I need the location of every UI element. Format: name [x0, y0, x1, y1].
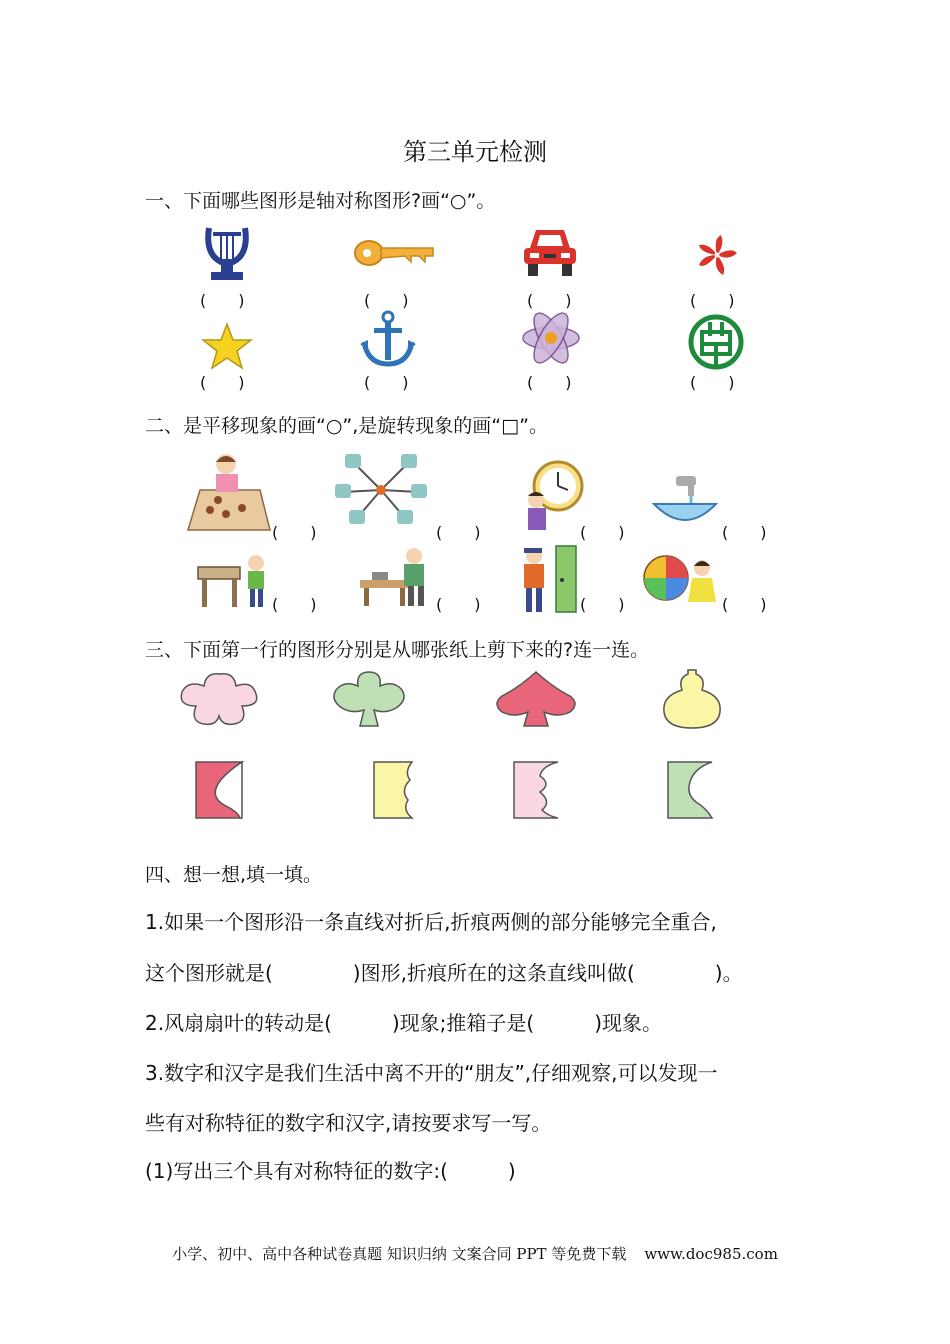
- section2-heading: 二、是平移现象的画“○”,是旋转现象的画“□”。: [145, 415, 548, 437]
- question-line: 1.如果一个图形沿一条直线对折后,折痕两侧的部分能够完全重合,: [145, 910, 717, 934]
- footer-url[interactable]: www.doc985.com: [644, 1245, 778, 1263]
- red-spade-shape: [494, 670, 578, 728]
- girl-adjusting-clock-icon: [520, 460, 584, 532]
- yellow-folded-paper: [372, 760, 418, 820]
- question-line: (1)写出三个具有对称特征的数字:( ): [145, 1159, 516, 1183]
- boy-pushing-desk-icon: [196, 553, 272, 609]
- girl-spinning-wheel-icon: [642, 554, 720, 610]
- star-icon: [201, 322, 253, 370]
- car-icon: [522, 226, 578, 278]
- section3-heading: 三、下面第一行的图形分别是从哪张纸上剪下来的?连一连。: [145, 639, 650, 661]
- question-line: 这个图形就是( )图形,折痕所在的这条直线叫做( )。: [145, 961, 743, 985]
- key-icon: [353, 236, 435, 270]
- question-line: 些有对称特征的数字和汉字,请按要求写一写。: [145, 1111, 552, 1135]
- answer-blank[interactable]: ( ): [690, 373, 735, 392]
- pink-cloud-shape: [176, 670, 262, 728]
- red-folded-paper: [194, 760, 244, 820]
- answer-blank[interactable]: ( ): [272, 523, 317, 542]
- footer: [0, 1243, 950, 1264]
- answer-blank[interactable]: ( ): [722, 523, 767, 542]
- atom-icon: [520, 308, 582, 368]
- anchor-icon: [360, 310, 416, 368]
- bank-logo-icon: [688, 314, 744, 370]
- faucet-basin-icon: [652, 474, 718, 534]
- answer-blank[interactable]: ( ): [200, 373, 245, 392]
- bauhinia-flower-icon: [695, 233, 739, 277]
- answer-blank[interactable]: ( ): [436, 595, 481, 614]
- footer-text: 小学、初中、高中各种试卷真题 知识归纳 文案合同 PPT 等免费下载: [172, 1245, 627, 1263]
- pink-folded-paper: [512, 760, 562, 820]
- yellow-gourd-shape: [660, 668, 724, 730]
- section4-heading: 四、想一想,填一填。: [145, 864, 323, 886]
- man-opening-door-icon: [516, 544, 578, 614]
- question-line: 3.数字和汉字是我们生活中离不开的“朋友”,仔细观察,可以发现一: [145, 1061, 718, 1085]
- answer-blank[interactable]: ( ): [200, 291, 245, 310]
- answer-blank[interactable]: ( ): [272, 595, 317, 614]
- answer-blank[interactable]: ( ): [527, 291, 572, 310]
- answer-blank[interactable]: ( ): [364, 373, 409, 392]
- answer-blank[interactable]: ( ): [580, 595, 625, 614]
- section1-heading: 一、下面哪些图形是轴对称图形?画“○”。: [145, 190, 496, 212]
- green-club-shape: [328, 670, 410, 728]
- answer-blank[interactable]: ( ): [436, 523, 481, 542]
- answer-blank[interactable]: ( ): [364, 291, 409, 310]
- man-planing-wood-icon: [358, 546, 434, 608]
- lyre-icon: [203, 224, 251, 282]
- boy-playing-chess-icon: [186, 450, 272, 532]
- page-title: 第三单元检测: [403, 138, 547, 166]
- answer-blank[interactable]: ( ): [527, 373, 572, 392]
- ferris-wheel-ride-icon: [333, 452, 429, 528]
- answer-blank[interactable]: ( ): [722, 595, 767, 614]
- answer-blank[interactable]: ( ): [580, 523, 625, 542]
- green-folded-paper: [666, 760, 716, 820]
- question-line: 2.风扇扇叶的转动是( )现象;推箱子是( )现象。: [145, 1011, 663, 1035]
- answer-blank[interactable]: ( ): [690, 291, 735, 310]
